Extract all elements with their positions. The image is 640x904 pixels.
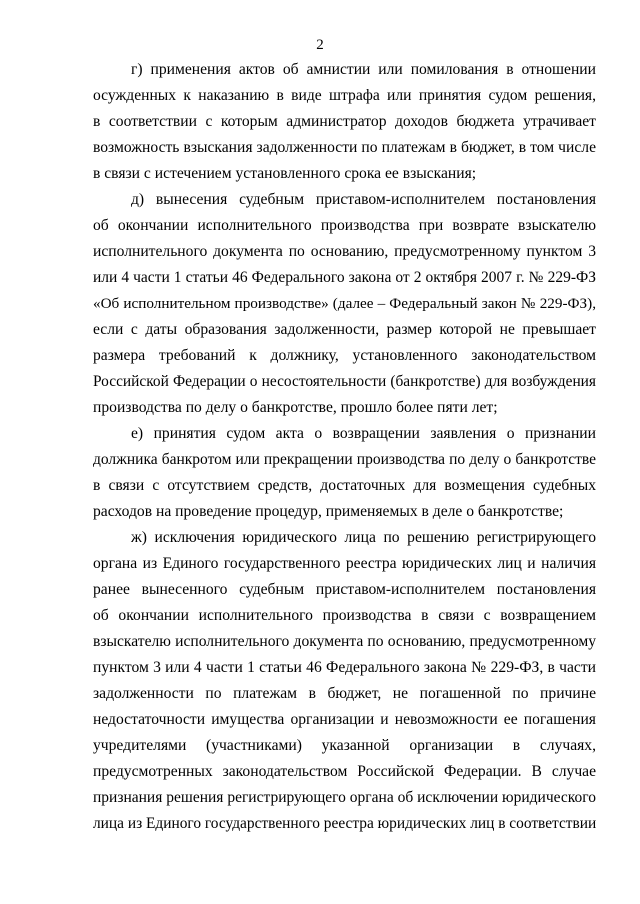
paragraph-g-line-4: возможность взыскания задолженности по платежам в бюджет, в том числе	[93, 139, 596, 156]
paragraph-zh-line-12: лица из Единого государственного реестра юридических лиц в соответствии	[93, 815, 597, 832]
paragraph-g-line-5: в связи с истечением установленного срока ее взыскания;	[93, 165, 477, 182]
paragraph-zh-line-7: задолженности по платежам в бюджет, не погашенной по причине	[93, 685, 596, 702]
paragraph-e-line-4: расходов на проведение процедур, применяемых в деле о банкротстве;	[93, 503, 564, 520]
paragraph-e-line-1: е) принятия судом акта о возвращении заявления о признании	[131, 425, 596, 442]
paragraph-d-line-4: или 4 части 1 статьи 46 Федерального закона от 2 октября 2007 г. № 229-ФЗ	[93, 269, 596, 286]
paragraph-zh-line-8: недостаточности имущества организации и невозможности ее погашения	[93, 711, 596, 728]
paragraph-d-line-2: об окончании исполнительного производства при возврате взыскателю	[93, 217, 596, 234]
paragraph-d-line-6: если с даты образования задолженности, размер которой не превышает	[93, 321, 596, 338]
paragraph-zh-line-10: предусмотренных законодательством Российской Федерации. В случае	[93, 763, 596, 780]
paragraph-g-line-1: г) применения актов об амнистии или помилования в отношении	[131, 61, 596, 78]
paragraph-d-line-5: «Об исполнительном производстве» (далее – Федеральный закон № 229-ФЗ),	[93, 295, 596, 312]
paragraph-zh-line-1: ж) исключения юридического лица по решению регистрирующего	[131, 529, 596, 546]
paragraph-e-line-2: должника банкротом или прекращении производства по делу о банкротстве	[93, 451, 596, 468]
paragraph-g-line-2: осужденных к наказанию в виде штрафа или принятия судом решения,	[93, 87, 596, 104]
paragraph-zh-line-5: взыскателю исполнительного документа по основанию, предусмотренному	[93, 633, 596, 650]
paragraph-zh-line-11: признания решения регистрирующего органа об исключении юридического	[93, 789, 596, 806]
paragraph-g-line-3: в соответствии с которым администратор доходов бюджета утрачивает	[93, 113, 596, 130]
paragraph-zh-line-2: органа из Единого государственного реестра юридических лиц и наличия	[93, 555, 596, 572]
page-number: 2	[316, 37, 324, 53]
paragraph-d-line-3: исполнительного документа по основанию, предусмотренному пунктом 3	[93, 243, 596, 260]
paragraph-e-line-3: в связи с отсутствием средств, достаточных для возмещения судебных	[93, 477, 596, 494]
paragraph-zh-line-6: пунктом 3 или 4 части 1 статьи 46 Федерального закона № 229-ФЗ, в части	[93, 659, 596, 676]
paragraph-zh-line-9: учредителями (участниками) указанной организации в случаях,	[93, 737, 596, 754]
paragraph-zh-line-3: ранее вынесенного судебным приставом-исполнителем постановления	[93, 581, 596, 598]
paragraph-zh-line-4: об окончании исполнительного производства в связи с возвращением	[93, 607, 596, 624]
paragraph-d-line-9: производства по делу о банкротстве, прошло более пяти лет;	[93, 399, 498, 416]
paragraph-d-line-7: размера требований к должнику, установленного законодательством	[93, 347, 596, 364]
paragraph-d-line-1: д) вынесения судебным приставом-исполнителем постановления	[131, 191, 596, 208]
paragraph-d-line-8: Российской Федерации о несостоятельности (банкротстве) для возбуждения	[93, 373, 596, 390]
